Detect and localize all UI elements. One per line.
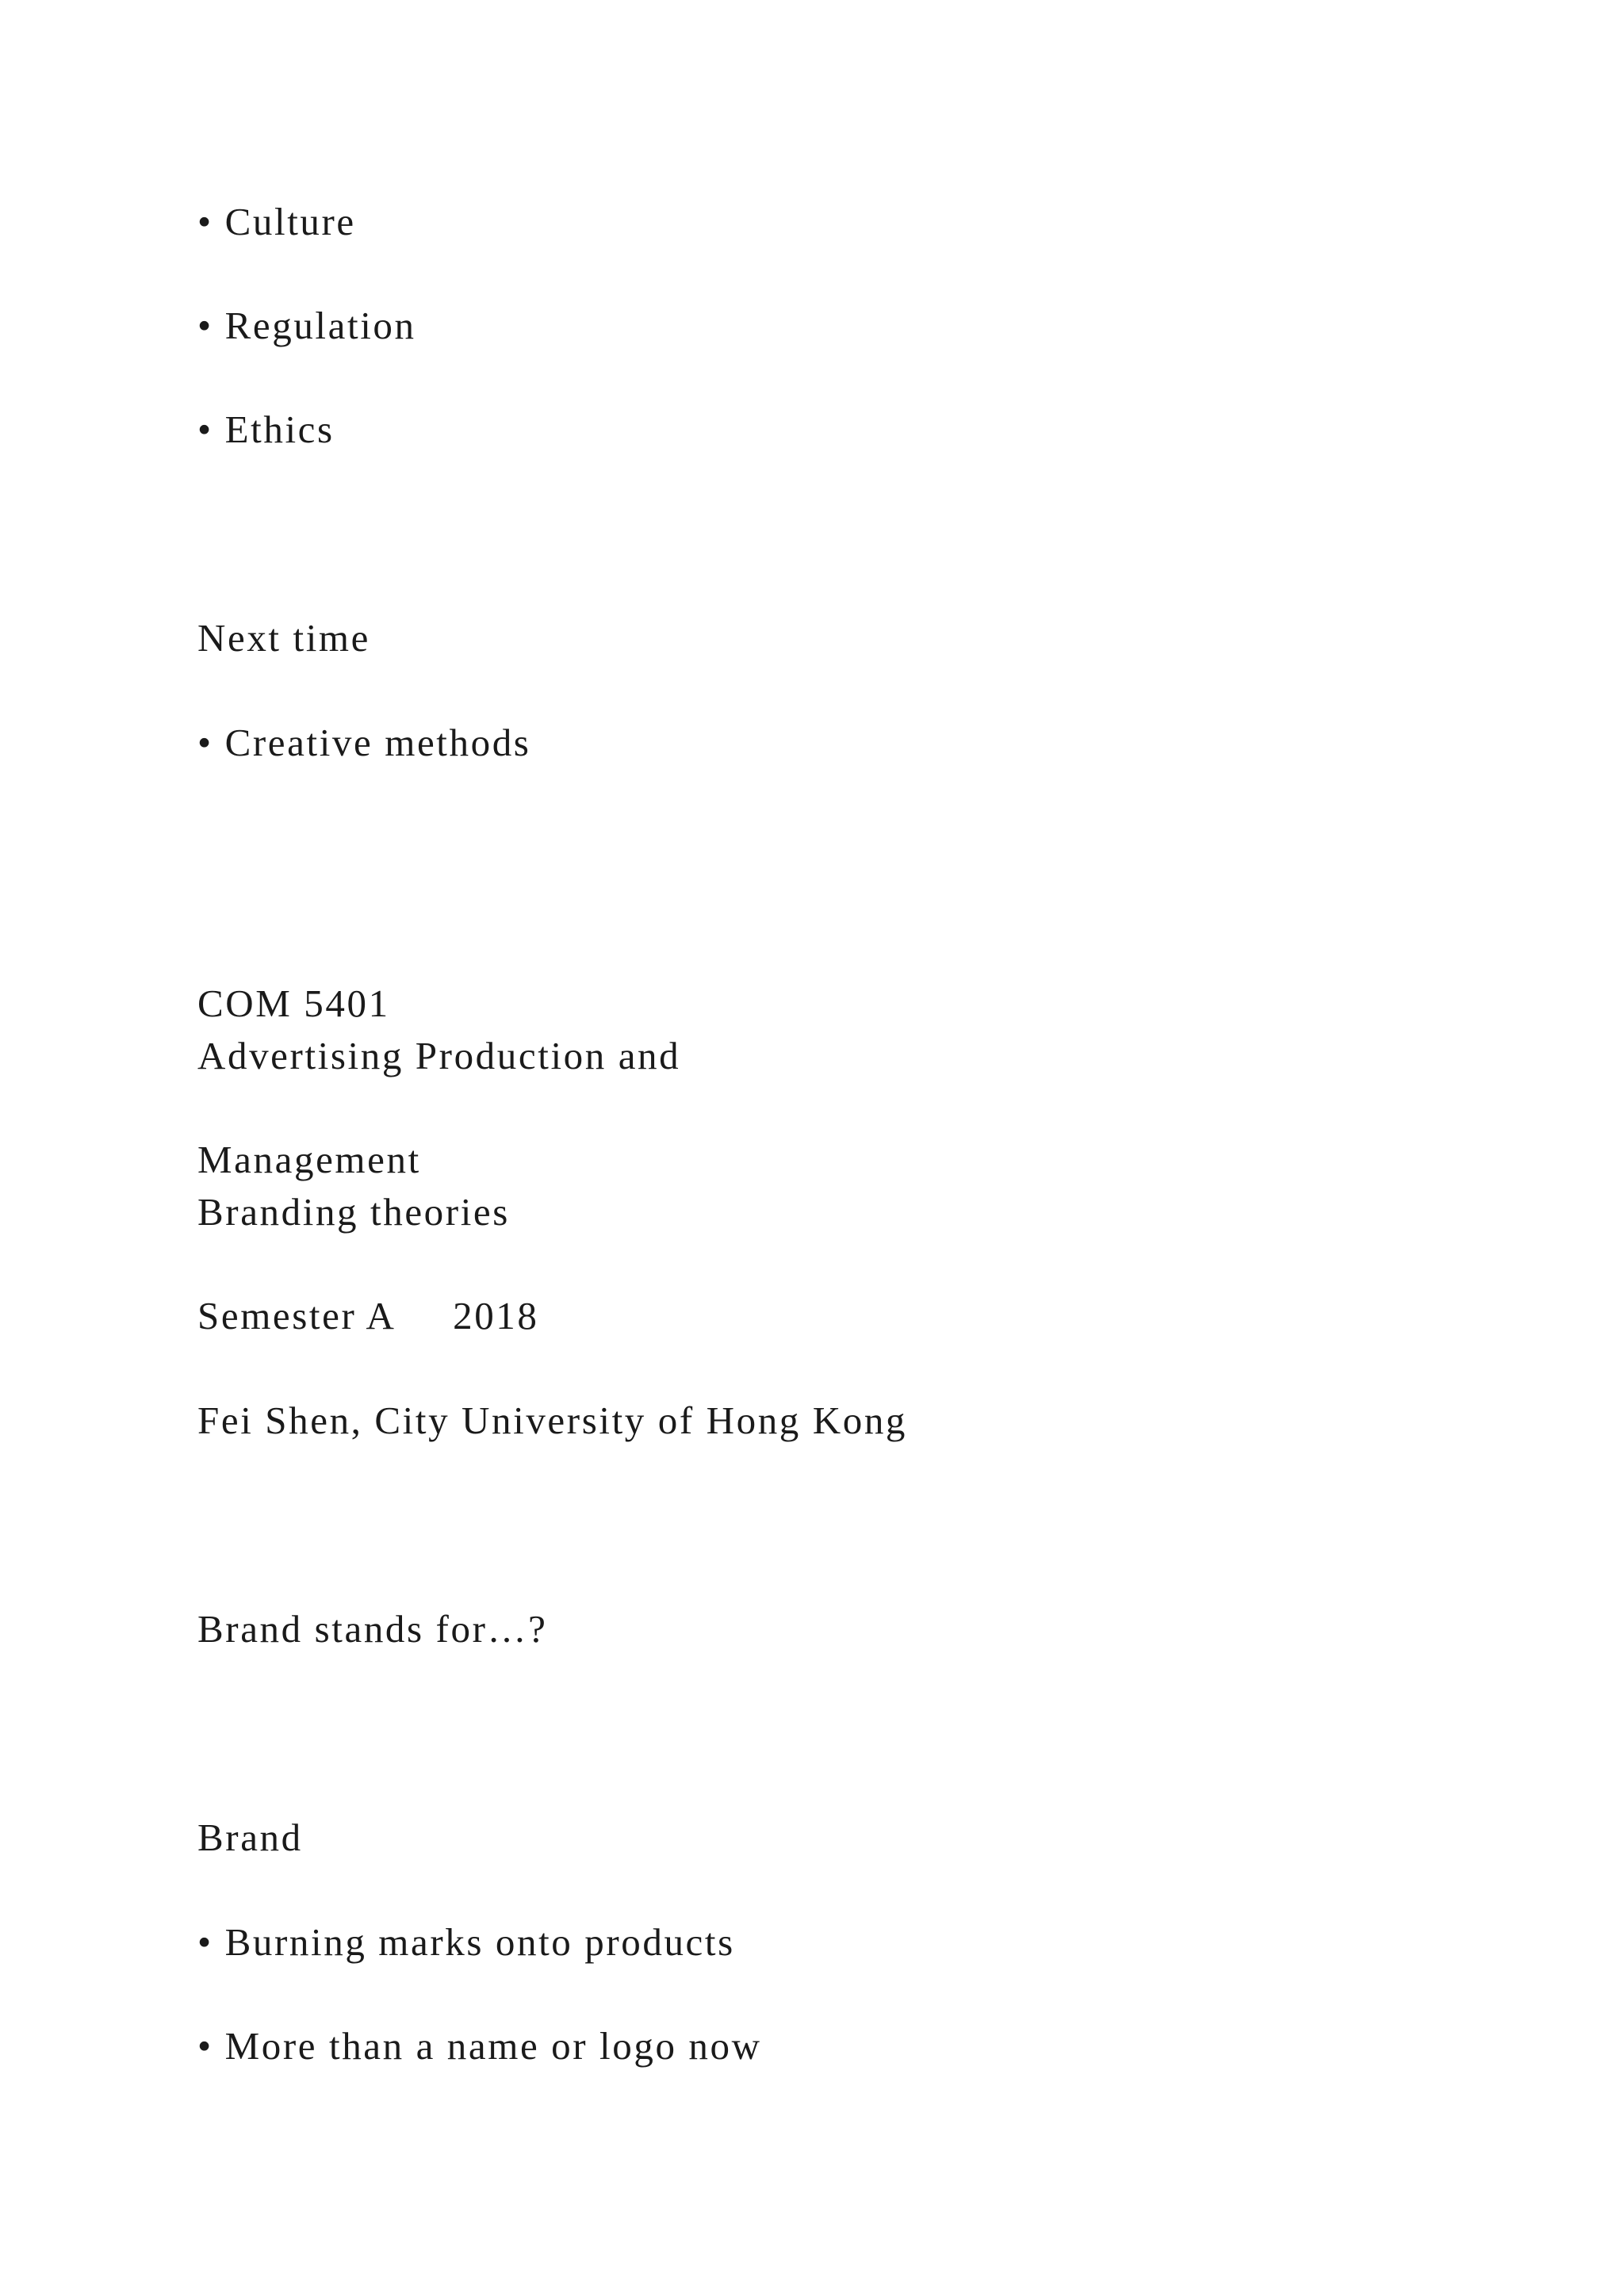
bullet-ethics: • Ethics: [197, 408, 335, 451]
bullet-burning-marks: • Burning marks onto products: [197, 1920, 735, 1964]
next-time-heading: Next time: [197, 616, 370, 660]
course-title-line2: Management: [197, 1138, 421, 1181]
bullet-regulation: • Regulation: [197, 304, 416, 347]
bullet-culture: • Culture: [197, 200, 356, 243]
brand-heading: Brand: [197, 1816, 303, 1859]
course-topic: Branding theories: [197, 1190, 510, 1234]
course-code: COM 5401: [197, 982, 390, 1025]
bullet-more-than-name: • More than a name or logo now: [197, 2024, 762, 2068]
bullet-creative-methods: • Creative methods: [197, 721, 531, 764]
course-semester: Semester A 2018: [197, 1294, 539, 1337]
course-title-line1: Advertising Production and: [197, 1034, 681, 1077]
course-author: Fei Shen, City University of Hong Kong: [197, 1399, 908, 1442]
brand-question: Brand stands for…?: [197, 1607, 548, 1651]
